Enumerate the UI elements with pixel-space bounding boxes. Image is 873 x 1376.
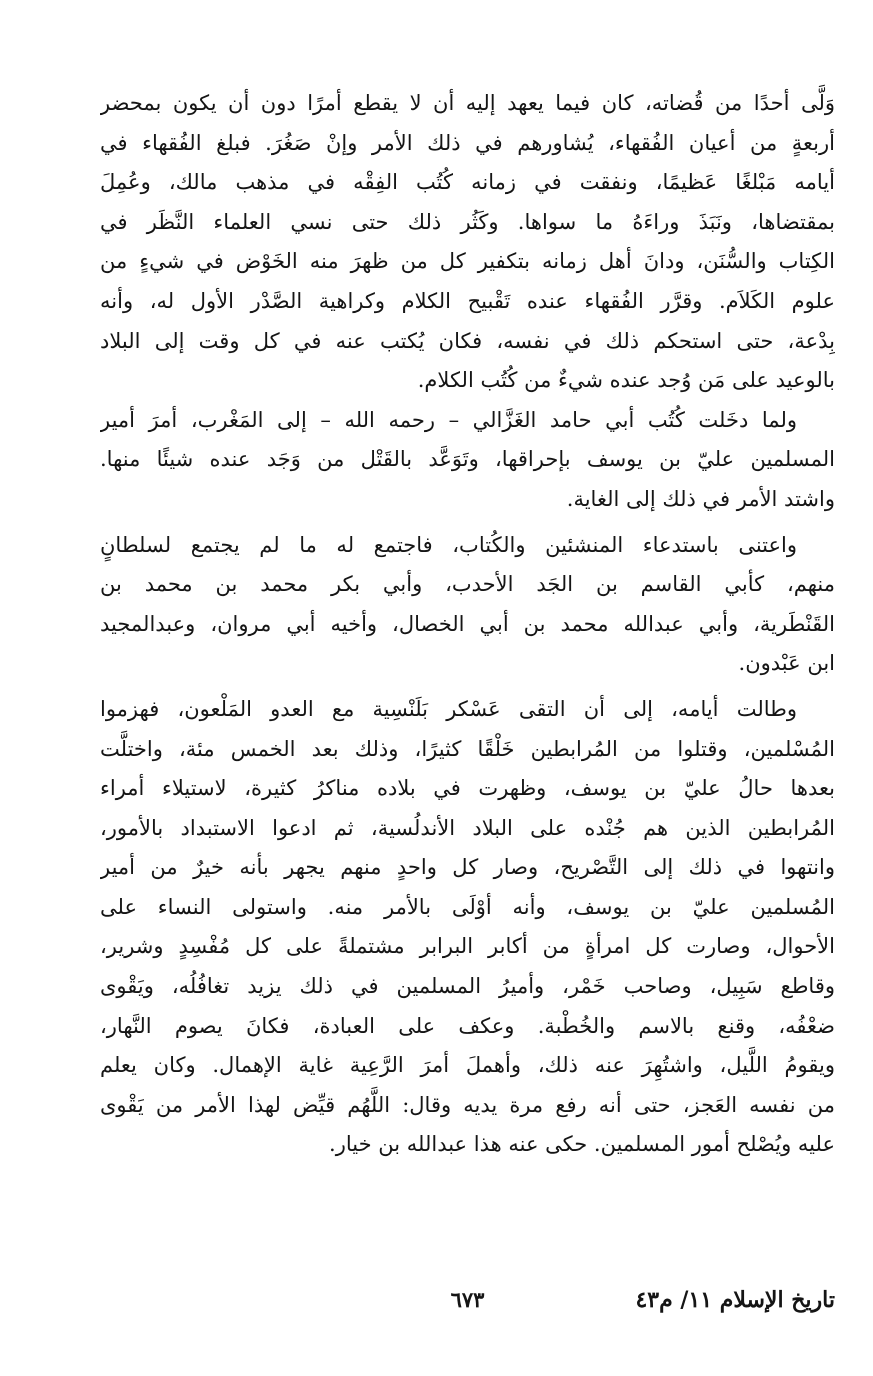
text-line: عليه ويُصْلح أمور المسلمين. حكى عنه هذا عبدالله بن خيار. <box>329 1132 835 1157</box>
paragraph-1 <box>100 84 835 401</box>
text-line: واشتد الأمر في ذلك إلى الغاية. <box>566 486 835 511</box>
text-line: علوم الكَلاَم. وقرَّر الفُقهاء عنده تَقْبيح الكلام وكراهية الصَّدْر الأول له، وأنه <box>100 288 835 313</box>
text-line: بمقتضاها، ونَبَذَ وراءَهُ ما سواها. وكَثُر ذلك حتى نسي العلماء النَّظَر في <box>100 209 835 234</box>
text-line: بِدْعة، حتى استحكم ذلك في نفسه، فكان يُكتب عنه في كل وقت إلى البلاد <box>100 328 835 353</box>
text-line: الكِتاب والسُّنَن، ودانَ أهل زمانه بتكفير كل من ظهرَ منه الخَوْض في شيءٍ من <box>100 249 835 274</box>
text-line: الأحوال، وصارت كل امرأةٍ من أكابر البرابر مشتملةً على كل مُفْسِدٍ وشرير، <box>100 934 835 959</box>
paragraph-2 <box>100 401 835 520</box>
text-line: واعتنى باستدعاء المنشئين والكُتاب، فاجتمع له ما لم يجتمع لسلطانٍ <box>100 532 797 557</box>
text-line: بعدها حالُ عليّ بن يوسف، وظهرت في بلاده مناكرُ كثيرة، لاستيلاء أمراء <box>100 776 835 801</box>
text-line: ضعْفُه، وقنع بالاسم والخُطْبة. وعكف على العبادة، فكانَ يصوم النَّهار، <box>100 1013 835 1038</box>
paragraph-4 <box>100 690 835 1165</box>
text-line: المسلمين عليّ بن يوسف بإحراقها، وتَوَعَّد بالقَتْل من وَجَد عنده شيئًا منها. <box>100 447 835 472</box>
text-line: وَلَّى أحدًا من قُضاته، كان فيما يعهد إليه أن لا يقطع أمرًا دون أن يكون بمحضر <box>100 91 835 115</box>
text-line: المُسلمين عليّ بن يوسف، وأنه أوْلَى بالأمر منه. واستولى النساء على <box>100 894 835 919</box>
text-line: أربعةٍ من أعيان الفُقهاء، يُشاورهم في ذلك الأمر وإنْ صَغُرَ. فبلغ الفُقهاء في <box>100 130 835 155</box>
text-line: ابن عَبْدون. <box>738 651 835 676</box>
text-line: ويقومُ اللَّيل، واشتُهِرَ عنه ذلك، وأهملَ أمرَ الرَّعِية غاية الإهمال. وكان يعلم <box>100 1053 835 1078</box>
text-line: منهم، كأبي القاسم بن الجَد الأحدب، وأبي بكر محمد بن محمد بن <box>100 572 835 597</box>
text-line: القَنْطَرية، وأبي عبدالله محمد بن أبي الخصال، وأخيه أبي مروان، وعبدالمجيد <box>100 611 835 636</box>
text-line: وطالت أيامه، إلى أن التقى عَسْكر بَلَنْسِية مع العدو المَلْعون، فهزموا <box>100 696 797 721</box>
body-text <box>100 84 835 1165</box>
text-line: المُرابطين الذين هم جُنْده على البلاد الأندلُسية، ثم ادعوا الاستبداد بالأمور، <box>100 815 835 840</box>
page-number: ٦٧٣ <box>450 1287 485 1312</box>
text-line: أيامه مَبْلغًا عَظيمًا، ونفقت في زمانه كُتُب الفِقْه في مذهب مالك، وعُمِلَ <box>100 170 835 195</box>
paragraph-3 <box>100 526 835 684</box>
text-line: ولما دخَلت كُتُب أبي حامد الغَزَّالي – رحمه الله – إلى المَغْرب، أمرَ أمير <box>100 407 797 432</box>
running-title: تاريخ الإسلام ١١/ م٤٣ <box>635 1287 835 1313</box>
text-line: وانتهوا في ذلك إلى التَّصْريح، وصار كل واحدٍ منهم يجهر بأنه خيرٌ من أمير <box>100 855 835 880</box>
text-line: من نفسه العَجز، حتى أنه رفع مرة يديه وقال: اللَّهُم قيِّض لهذا الأمر من يَقْوى <box>100 1092 835 1117</box>
text-line: بالوعيد على مَن وُجد عنده شيءٌ من كُتُب الكلام. <box>417 368 835 393</box>
text-line: وقاطع سَبِيل، وصاحب خَمْر، وأميرُ المسلمين في ذلك يزيد تغافُلُه، ويَقْوى <box>100 974 835 999</box>
text-line: المُسْلمين، وقتلوا من المُرابطين خَلْقًا كثيرًا، وذلك بعد الخمس مئة، واختلَّت <box>100 736 835 761</box>
page-footer <box>100 1280 835 1320</box>
